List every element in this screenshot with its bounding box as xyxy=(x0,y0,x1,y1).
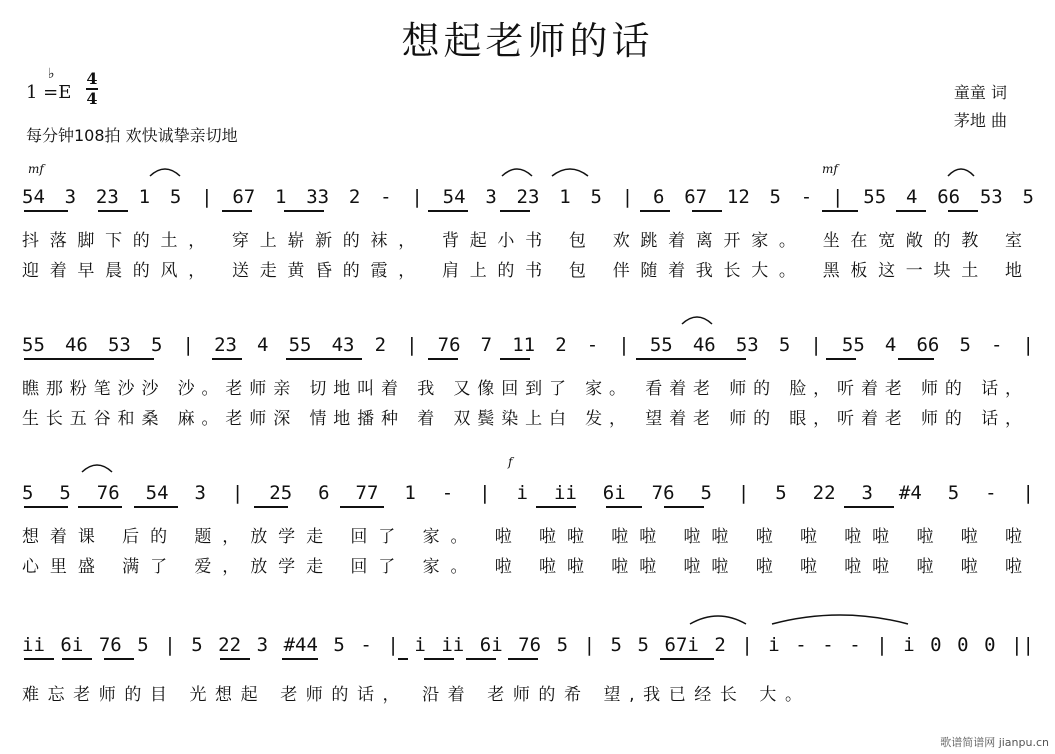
beam xyxy=(24,210,68,212)
beam xyxy=(398,658,408,660)
beam xyxy=(948,210,978,212)
beam xyxy=(692,210,722,212)
beam xyxy=(636,358,746,360)
notation-line: ii 6i 76 5 | 5 22 3 #44 5 - | i ii 6i 76 5 | 5 5 67i 2 | i - - - | i 0 0 0 || xyxy=(22,634,1034,656)
tie xyxy=(770,610,910,626)
watermark: 歌谱简谱网 jianpu.cn xyxy=(940,736,1049,749)
dynamic-mark: f xyxy=(508,455,513,469)
beam xyxy=(286,358,362,360)
beam xyxy=(896,210,926,212)
lyric-line: 生长五谷和桑 麻。老师深 情地播种 着 双鬓染上白 发， 望着老 师的 眼，听着老 师的 话， xyxy=(22,409,1022,429)
lyric-line: 抖落脚下的土， 穿上崭新的袜， 背起小书 包 欢跳着离开家。 坐在宽敞的教 室 xyxy=(22,231,1022,251)
notation-line: 5 5 76 54 3 | 25 6 77 1 - | i ii 6i 76 5 | 5 22 3 #4 5 - | xyxy=(22,482,1034,504)
beam xyxy=(282,658,318,660)
beam xyxy=(62,658,92,660)
lyricist-credit: 童童 词 xyxy=(953,83,1007,102)
beam xyxy=(98,210,128,212)
time-sig-bottom: 4 xyxy=(86,89,98,108)
key-signature xyxy=(26,82,71,103)
beam xyxy=(212,358,242,360)
beam xyxy=(24,506,68,508)
beam xyxy=(24,358,154,360)
flat-sign: ♭ xyxy=(48,66,55,82)
slur xyxy=(500,164,534,178)
slur xyxy=(680,312,714,326)
beam xyxy=(222,210,252,212)
composer-credit: 茅地 曲 xyxy=(953,111,1007,130)
lyric-line: 迎着早晨的风， 送走黄昏的霞， 肩上的书 包 伴随着我长大。 黑板这一块土 地 xyxy=(22,261,1022,281)
beam xyxy=(134,506,178,508)
lyric-line: 难忘老师的目 光想起 老师的话， 沿着 老师的希 望,我已经长 大。 xyxy=(22,685,802,705)
beam xyxy=(898,358,934,360)
beam xyxy=(606,506,642,508)
dynamic-mark: mf xyxy=(822,162,838,176)
beam xyxy=(220,658,250,660)
notation-line: 55 46 53 5 | 23 4 55 43 2 | 76 7 11 2 - | 55 46 53 5 | 55 4 66 5 - | xyxy=(22,334,1034,356)
lyric-line: 想着课 后的 题，放学走 回了 家。 啦 啦啦 啦啦 啦啦 啦 啦 啦啦 啦 啦 啦 xyxy=(22,527,1022,547)
slur xyxy=(80,460,114,474)
beam xyxy=(640,210,670,212)
time-signature xyxy=(86,70,98,108)
beam xyxy=(24,658,54,660)
beam xyxy=(428,210,468,212)
beam xyxy=(508,658,538,660)
beam xyxy=(104,658,134,660)
beam xyxy=(284,210,324,212)
slur xyxy=(688,610,748,626)
slur xyxy=(946,164,976,178)
key-prefix: 1 = xyxy=(26,82,59,103)
beam xyxy=(664,506,704,508)
beam xyxy=(822,210,858,212)
beam xyxy=(428,358,458,360)
beam xyxy=(826,358,856,360)
lyric-line: 心里盛 满了 爱，放学走 回了 家。 啦 啦啦 啦啦 啦啦 啦 啦 啦啦 啦 啦 啦 xyxy=(22,557,1022,577)
notation-line: 54 3 23 1 5 | 67 1 33 2 - | 54 3 23 1 5 | 6 67 12 5 - | 55 4 66 53 5 xyxy=(22,186,1034,208)
lyric-line: 瞧那粉笔沙沙 沙。老师亲 切地叫着 我 又像回到了 家。 看着老 师的 脸，听着老 师的 话， xyxy=(22,379,1022,399)
beam xyxy=(340,506,384,508)
beam xyxy=(424,658,454,660)
slur xyxy=(148,164,182,178)
beam xyxy=(78,506,122,508)
beam xyxy=(466,658,496,660)
beam xyxy=(536,506,576,508)
slur xyxy=(550,164,590,178)
beam xyxy=(254,506,288,508)
beam xyxy=(500,210,530,212)
dynamic-mark: mf xyxy=(28,162,44,176)
beam xyxy=(500,358,530,360)
tempo-marking: 每分钟108拍 欢快诚挚亲切地 xyxy=(26,126,238,145)
key-letter: E xyxy=(58,82,72,103)
beam xyxy=(844,506,894,508)
beam xyxy=(660,658,714,660)
page-title: 想起老师的话 xyxy=(401,19,654,63)
time-sig-top: 4 xyxy=(86,69,98,88)
